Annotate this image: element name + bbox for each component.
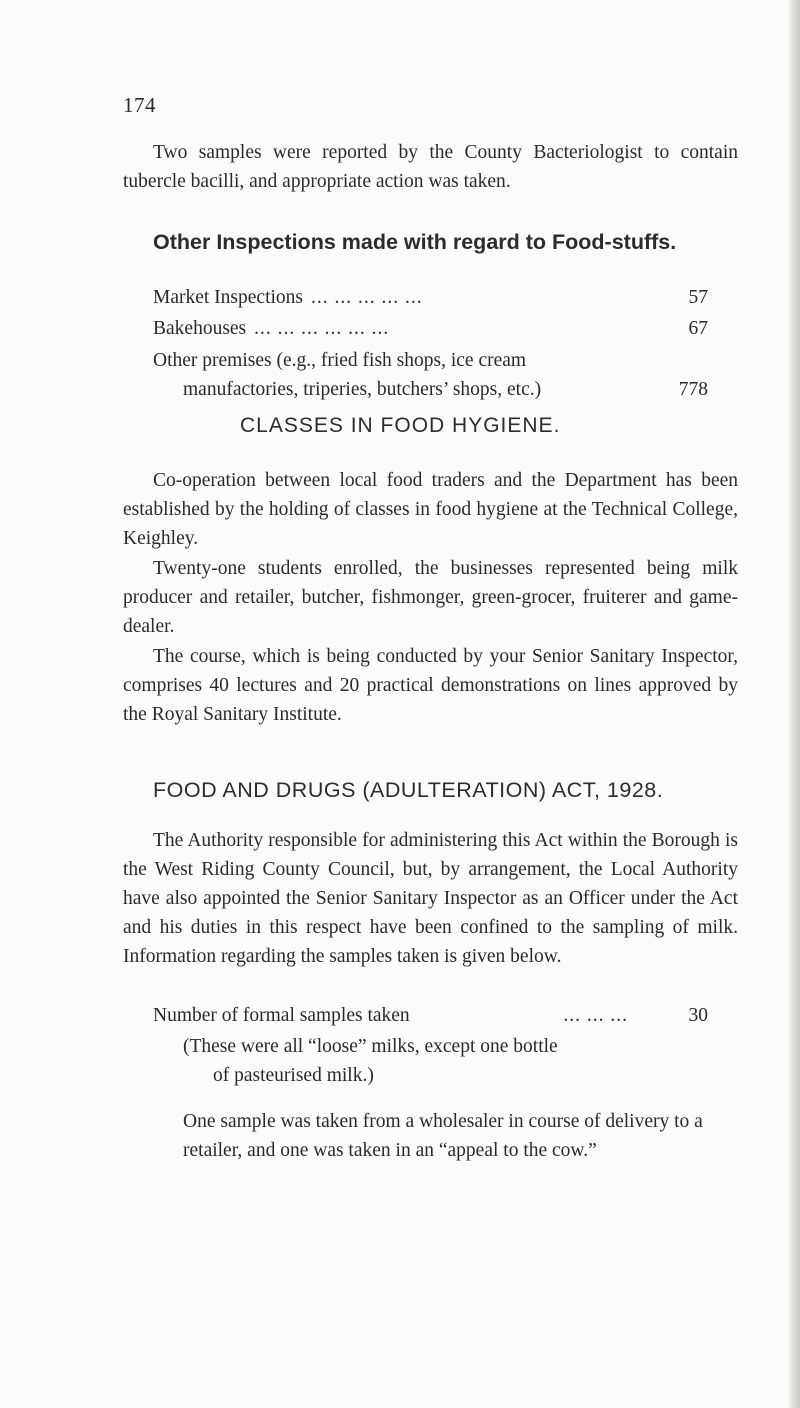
classes-paragraph3-block	[123, 642, 738, 729]
leader-dots: ... ... ... ... ... ...	[254, 318, 390, 339]
stat-value: 67	[688, 318, 708, 339]
samples-note	[183, 1032, 703, 1090]
classes-paragraph1: Co-operation between local food traders and the Department has been established by the holding of classes in food hygiene at the Technical College, Keighley.	[123, 470, 738, 549]
other-inspections-heading: Other Inspections made with regard to Food-stuffs.	[153, 230, 677, 254]
leader-dots: ... ... ...	[563, 1005, 628, 1026]
intro-paragraph-block	[123, 138, 738, 196]
wholesaler-note: One sample was taken from a wholesaler in course of delivery to a retailer, and one was taken in an “appeal to the cow.”	[183, 1111, 703, 1161]
food-drugs-paragraph-block	[123, 826, 738, 971]
other-premises-entry	[153, 346, 708, 404]
samples-note-line1: (These were all “loose” milks, except one bottle	[183, 1036, 558, 1057]
classes-heading: CLASSES IN FOOD HYGIENE.	[240, 414, 561, 437]
food-drugs-heading: FOOD AND DRUGS (ADULTERATION) ACT, 1928.	[153, 778, 664, 802]
stat-value: 30	[688, 1005, 708, 1026]
stat-label: Market Inspections	[153, 287, 304, 308]
other-premises-line1: Other premises (e.g., fried fish shops, ice cream	[153, 350, 527, 371]
page-edge-shadow	[788, 0, 800, 1408]
samples-note-line2: of pasteurised milk.)	[213, 1065, 374, 1086]
classes-paragraph2-block	[123, 554, 738, 641]
leader-dots: ... ... ... ... ...	[311, 287, 423, 308]
other-premises-value: 778	[678, 379, 708, 400]
stat-label: Bakehouses	[153, 318, 247, 339]
food-drugs-paragraph: The Authority responsible for administering this Act within the Borough is the West Riding County Council, but, by arrangement, the Local Authority have also appointed the Senior Sanitary Inspector as an Officer under the Act and his duties in this respect have been confined to the sampling of milk. Information regarding the samples taken is given below.	[123, 830, 738, 967]
other-premises-line2: manufactories, triperies, butchers’ shops, etc.)	[183, 379, 542, 400]
intro-paragraph: Two samples were reported by the County Bacteriologist to contain tubercle bacilli, and appropriate action was taken.	[123, 142, 738, 192]
classes-paragraph2: Twenty-one students enrolled, the businesses represented being milk producer and retailer, butcher, fishmonger, green-grocer, fruiterer and game-dealer.	[123, 558, 738, 637]
page-number: 174	[123, 93, 156, 117]
stat-row-formal-samples	[153, 1001, 708, 1030]
other-premises-line2-row	[153, 375, 708, 404]
stat-row-bakehouses	[153, 314, 708, 343]
stat-row-market-inspections	[153, 283, 708, 312]
classes-paragraph1-block	[123, 466, 738, 553]
stat-label: Number of formal samples taken	[153, 1005, 410, 1026]
wholesaler-note-block	[183, 1107, 703, 1165]
classes-paragraph3: The course, which is being conducted by your Senior Sanitary Inspector, comprises 40 lectures and 20 practical demonstrations on lines approved by the Royal Sanitary Institute.	[123, 646, 738, 725]
stat-value: 57	[688, 287, 708, 308]
